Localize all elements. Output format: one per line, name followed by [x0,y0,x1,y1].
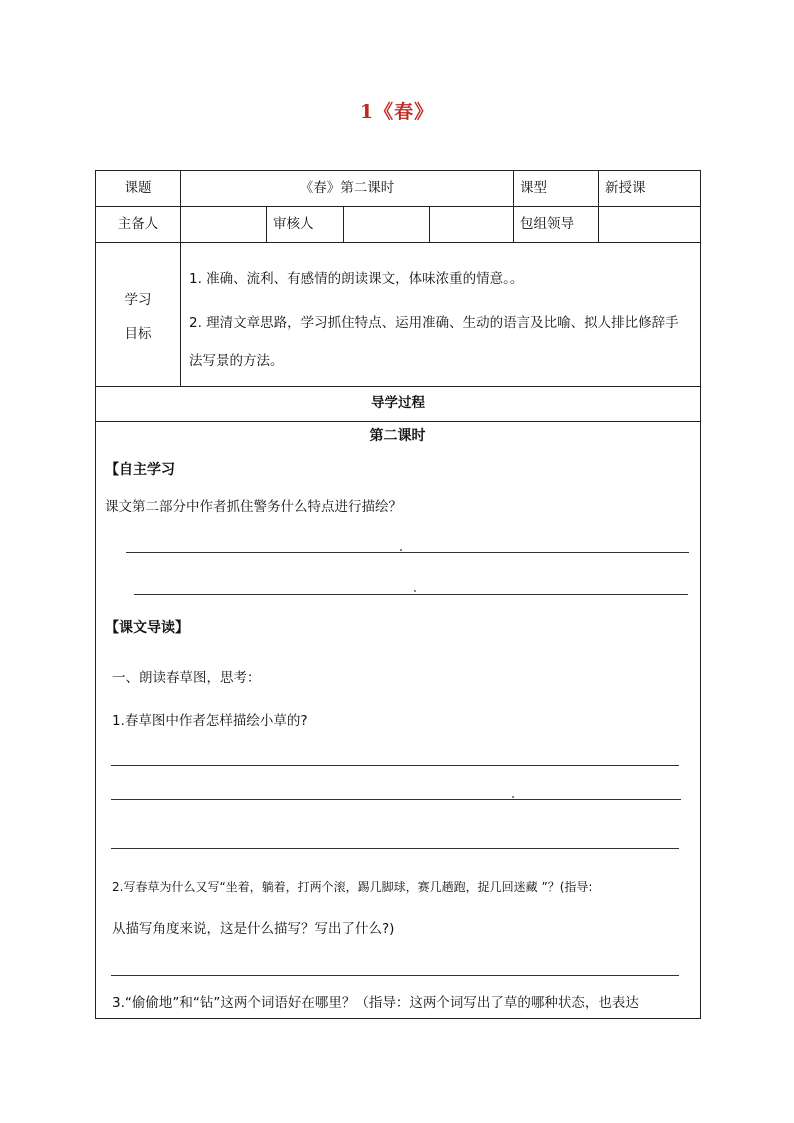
scan-speck [400,549,402,551]
reviewer-label: 审核人 [273,216,314,232]
section-1-heading: 一、朗读春草图，思考： [112,670,261,686]
answer-line [111,799,681,800]
goal-item-1: 1. 准确、流利、有感情的朗读课文，体味浓重的情意。。 [189,271,524,287]
answer-line [134,594,688,595]
answer-line [111,848,679,849]
goal-item-2: 2. 理清文章思路，学习抓住特点、运用准确、生动的语言及比喻、拟人排比修辞手 [189,315,679,331]
goals-label-cell [96,243,181,387]
scan-speck [512,796,514,798]
content-cell [96,422,701,1019]
lesson-plan-table [95,170,701,1019]
goals-label-line2: 目标 [124,325,152,342]
leader-label: 包组领导 [520,216,574,232]
topic-label: 课题 [124,180,152,196]
question-3: 3.“偷偷地”和“钻”这两个词语好在哪里？（指导：这两个词写出了草的哪种状态，也表达 [112,995,639,1011]
topic-label-cell [96,171,181,207]
leader-label-cell [514,207,599,243]
goal-item-2-cont: 法写景的方法。 [189,353,284,369]
preparer-label-cell [96,207,181,243]
self-study-question: 课文第二部分中作者抓住警务什么特点进行描绘？ [105,499,402,515]
answer-line [111,975,679,976]
answer-line [111,765,679,766]
guide-process-band [96,387,701,422]
question-2: 2.写春草为什么又写“坐着，躺着，打两个滚，踢几脚球，赛几趟跑，捉几回迷藏 ”？(指导: [112,880,593,894]
question-1: 1.春草图中作者怎样描绘小草的? [112,713,308,729]
goals-label-line1: 学习 [124,291,152,308]
preparer-label: 主备人 [117,216,159,232]
reviewer-value-cell [344,207,430,243]
leader-value-cell [599,207,701,243]
type-label-cell [514,171,599,207]
reviewer-label-cell [267,207,344,243]
page-title: 1《春》 [359,101,435,123]
type-value-cell [599,171,701,207]
lesson-heading: 第二课时 [369,428,426,444]
guide-process-label: 导学过程 [371,395,425,411]
reviewer-extra-cell [430,207,514,243]
preparer-value-cell [181,207,267,243]
question-2-continued: 从描写角度来说，这是什么描写？写出了什么?) [112,921,395,937]
type-label: 课型 [520,180,547,196]
answer-line [126,552,689,553]
goals-text-cell [181,243,701,387]
guide-header: 【课文导读】 [105,620,189,636]
topic-value-cell [181,171,514,207]
self-study-header: 【自主学习 [105,462,175,478]
type-value: 新授课 [605,180,646,196]
scan-speck [414,590,416,592]
topic-value: 《春》第二课时 [299,180,395,196]
